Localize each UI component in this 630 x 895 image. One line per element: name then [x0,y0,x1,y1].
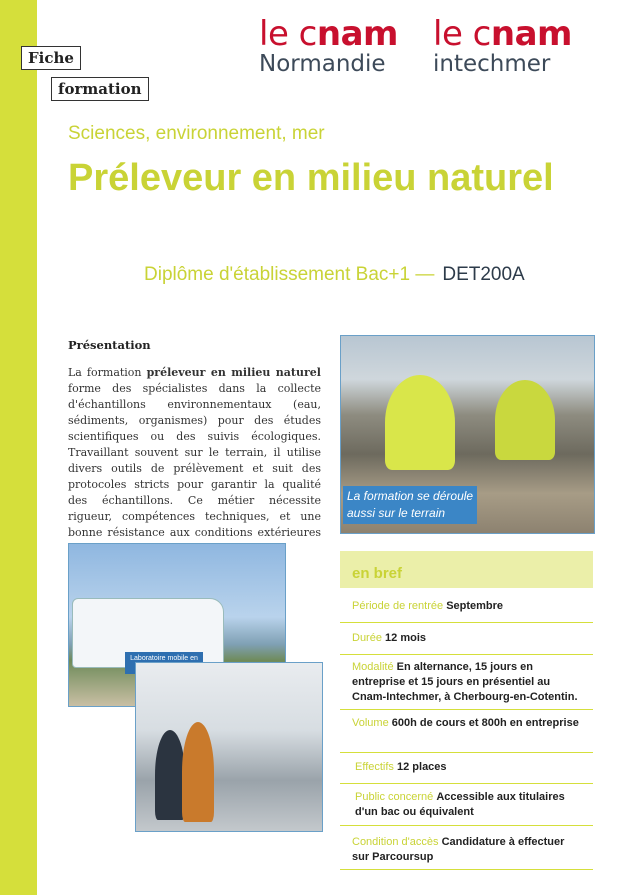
brief-row-label: Modalité [352,661,394,673]
field-photo-person [385,375,455,470]
brief-row-value: Accessible aux titulaires d'un bac ou équivalent [355,791,565,818]
brief-row [340,825,593,870]
brief-row-label: Public concerné [355,791,434,803]
diploma-text: Diplôme d'établissement Bac+1 — [144,264,435,285]
brief-row-value: 12 places [397,761,447,773]
accent-sidebar [0,0,37,895]
logo-cnam-intechmer [433,16,572,76]
presentation-rest: forme des spécialistes dans la collecte d'échantillons environnementaux (eau, sédiments, organismes) pour des études scientifiques ou des suivis écologiques. Travaillant souvent sur le terrain, il utilise divers outils de prélèvement et suit des protocoles stricts pour garantir la qualité des échantillons. Ce métier nécessite rigueur, compétences techniques, et une bonne résistance aux conditions extérieures [68,382,321,539]
brief-row [340,709,593,753]
caption-line: aussi sur le terrain [347,506,446,520]
category-heading: Sciences, environnement, mer [68,123,325,144]
brief-row [340,752,593,784]
brief-row-label: Effectifs [355,761,394,773]
presentation-intro: La formation [68,366,147,379]
brief-row [340,590,593,623]
logo-sub: intechmer [433,51,551,77]
presentation-bold: préleveur en milieu naturel [146,366,321,379]
lab-photo-person [155,730,185,820]
brief-row-value: 12 mois [385,632,426,644]
lab-photo-person [182,722,214,822]
page-title: Préleveur en milieu naturel [68,157,554,199]
photo-caption [343,486,477,524]
logo-cnam-normandie [259,16,398,76]
brief-row [340,654,593,710]
diploma-line [144,264,525,286]
brief-row-label: Durée [352,632,382,644]
brief-row-label: Condition d'accès [352,836,439,848]
brief-row [340,783,593,826]
presentation-heading: Présentation [68,338,151,352]
diploma-code: DET200A [442,264,525,285]
logo-sub: Normandie [259,51,386,77]
formation-label: formation [51,77,149,101]
presentation-text [68,365,321,557]
brief-row-value: Septembre [446,600,504,612]
logo-bold: nam [316,14,398,54]
logo-prefix: le c [433,14,491,54]
brief-row [340,622,593,655]
brief-row-value: En alternance, 15 jours en entreprise et 15 jours en présentiel au Cnam-Intechmer, à Cherbourg-en-Cotentin. [352,661,578,703]
brief-row-label: Volume [352,717,389,729]
van-label: Laboratoire mobile en [125,652,203,674]
brief-row-label: Période de rentrée [352,600,444,612]
field-photo-person [495,380,555,460]
fiche-label: Fiche [21,46,81,70]
brief-row-value: Candidature à effectuer sur Parcoursup [352,836,565,863]
brief-title: en bref [352,565,403,582]
logo-prefix: le c [259,14,317,54]
brief-row-value: 600h de cours et 800h en entreprise [391,717,579,729]
logo-bold: nam [490,14,572,54]
caption-line: La formation se déroule [347,489,474,503]
